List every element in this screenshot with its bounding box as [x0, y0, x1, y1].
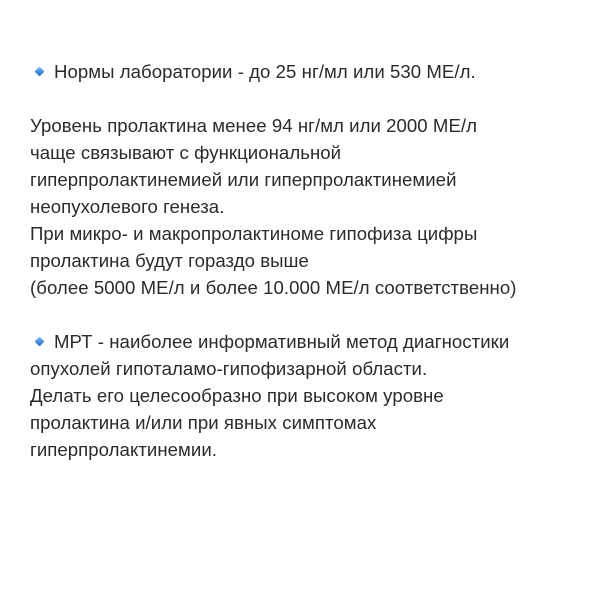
bullet-line-mri: [30, 328, 590, 355]
bullet-line-lab-norms: [30, 58, 590, 85]
paragraph-spacer: [30, 85, 590, 112]
prolactin-level-line-4: неопухолевого генеза.: [30, 196, 225, 217]
mri-text-line-5: гиперпролактинемии.: [30, 439, 217, 460]
paragraph-spacer: [30, 301, 590, 328]
prolactin-level-line-2: чаще связывают с функциональной: [30, 142, 342, 163]
mri-text-line-3: Делать его целесообразно при высоком уровне: [30, 385, 444, 406]
lab-norms-text: Нормы лаборатории - до 25 нг/мл или 530 МЕ/л.: [54, 61, 476, 82]
prolactin-level-line-3: гиперпролактинемией или гиперпролактинемией: [30, 169, 457, 190]
prolactinoma-line-2: пролактина будут гораздо выше: [30, 250, 309, 271]
mri-text-line-2: опухолей гипоталамо-гипофизарной области.: [30, 358, 428, 379]
prolactinoma-line-3: (более 5000 МЕ/л и более 10.000 МЕ/л соответственно): [30, 277, 517, 298]
prolactin-level-line-1: Уровень пролактина менее 94 нг/мл или 2000 МЕ/л: [30, 115, 478, 136]
document-body: [30, 58, 590, 463]
mri-text-line-1: МРТ - наиболее информативный метод диагностики: [54, 331, 510, 352]
prolactinoma-line-1: При микро- и макропролактиноме гипофиза цифры: [30, 223, 478, 244]
blue-diamond-icon: [30, 328, 54, 355]
mri-text-line-4: пролактина и/или при явных симптомах: [30, 412, 377, 433]
blue-diamond-icon: [30, 58, 54, 85]
